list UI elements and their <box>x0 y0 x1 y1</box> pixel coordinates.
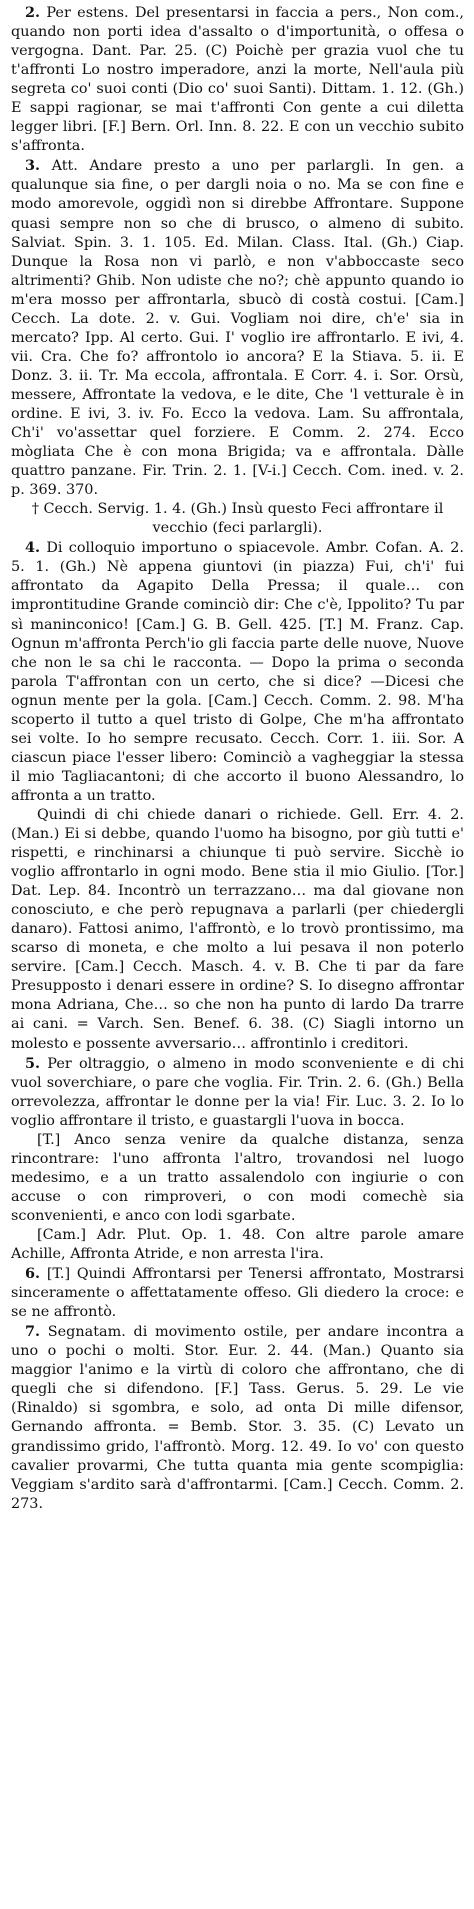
entry-number: 6. <box>25 1265 41 1283</box>
entry-3 <box>11 156 464 500</box>
entry-number: 3. <box>25 157 41 175</box>
entry-6 <box>11 1264 464 1322</box>
entry-text: [Cam.] Adr. Plut. Op. 1. 48. Con altre parole amare Achille, Affronta Atride, e non arresta l'ira. <box>11 1227 464 1263</box>
entry-text: [T.] Anco senza venire da qualche distanza, senza rincontrare: l'uno affronta l'altro, trovandosi nel luogo medesimo, e a un tratto assalendolo con ingiurie o con accuse o con rimproveri, o con modi comechè sia sconvenienti, e anco con lodi sgarbate. <box>11 1131 464 1224</box>
entry-text: Segnatam. di movimento ostile, per andare incontra a uno o pochi o molti. Stor. Eur. 2. 44. (Man.) Quanto sia maggior l'animo e la virtù di coloro che affrontano, che di quegli che si difendono. [F.] Tass. Gerus. 5. 29. Le vie (Rinaldo) si sgombra, e solo, ad onta Di mille difensor, Gernando affronta. = Bemb. Stor. 3. 35. (C) Levato un grandissimo grido, l'affrontò. Morg. 12. 49. Io vo' con questo cavalier provarmi, Che tutta quanta mia gente scompiglia: Veggiam s'ardito sarà d'affrontarmi. [Cam.] Cecch. Comm. 2. 273. <box>11 1324 465 1512</box>
entry-4-sub <box>11 806 464 1054</box>
entry-7 <box>11 1322 464 1513</box>
entry-3-note <box>11 500 464 538</box>
entry-text: Per estens. Del presentarsi in faccia a pers., Non com., quando non porti idea d'assalto o d'importunità, o offesa o vergogna. Dant. Par. 25. (C) Poichè per grazia vuol che tu t'affronti Lo nostro imperadore, anzi la morte, Nell'aula più segreta co' suoi conti (Dio co' suoi Santi). Dittam. 1. 12. (Gh.) E sappi ragionar, se mai t'affronti Con gente a cui diletta legger libri. [F.] Bern. Orl. Inn. 8. 22. E con un vecchio subito s'affronta. <box>11 5 464 155</box>
entry-5 <box>11 1054 464 1131</box>
entry-text: † Cecch. Servig. 1. 4. (Gh.) Insù questo Feci affrontare il vecchio (feci parlargli). <box>31 501 444 537</box>
entry-text: Per oltraggio, o almeno in modo sconveniente e di chi vuol soverchiare, o pare che voglia. Fir. Trin. 2. 6. (Gh.) Bella orrevolezza, affrontar le donne per la via! Fir. Luc. 3. 2. Io lo voglio affrontare il tristo, e guastargli l'uova in bocca. <box>11 1055 465 1129</box>
entry-number: 7. <box>25 1323 41 1341</box>
entry-number: 4. <box>25 539 41 557</box>
entry-number: 5. <box>25 1054 41 1072</box>
entry-5-cite <box>11 1226 464 1264</box>
entry-text: Att. Andare presto a uno per parlargli. In gen. a qualunque sia fine, o per dargli noia o no. Ma se con fine e modo amorevole, oggidì non si direbbe Affrontare. Suppone quasi sempre non so che di brusco, o almeno di subito. Salviat. Spin. 3. 1. 105. Ed. Milan. Class. Ital. (Gh.) Ciap. Dunque la Rosa non vi parlò, e non v'abboccaste seco altrimenti? Ghib. Non udiste che no?; chè appunto quando io m'era mosso per affrontarla, sbucò di costà costui. [Cam.] Cecch. La dote. 2. v. Gui. Vogliam noi dire, ch'e' sia in mercato? Ipp. Al certo. Gui. I' voglio ire affrontarlo. E ivi, 4. vii. Cra. Che fo? affrontolo io ancora? E la Stiava. 5. ii. E Donz. 3. ii. Tr. Ma eccola, affrontala. E Corr. 4. i. Sor. Orsù, messere, Affrontate la vedova, e le dite, Che 'l vetturale è in ordine. E ivi, 3. iv. Fo. Ecco la vedova. Lam. Su affrontala, Ch'i' vo'assettar quel forziere. E Comm. 2. 274. Ecco mògliata Che è con mona Brigida; va e affrontala. Dàlle quattro panzane. Fir. Trin. 2. 1. [V-i.] Cecch. Com. ined. v. 2. p. 369. 370. <box>11 158 465 499</box>
entry-text: Di colloquio importuno o spiacevole. Ambr. Cofan. A. 2. 5. 1. (Gh.) Nè appena giuntovi (in piazza) Fui, ch'i' fui affrontato da Agapito Della Pressa; il quale… con improntitudine Grande cominciò dir: Che c'è, Ippolito? Tu par sì maninconico! [Cam.] G. B. Gell. 425. [T.] M. Franz. Cap. Ognun m'affronta Perch'io gli faccia parte delle nuove, Nuove che non le sa chi le racconta. — Dopo la prima o seconda parola T'affrontan con un certo, che si dice? —Dicesi che ognun mente per la gola. [Cam.] Cecch. Comm. 2. 98. M'ha scoperto il tutto a quel tristo di Golpe, Che m'ha affrontato sei volte. Io ho sempre recusato. Cecch. Corr. 1. iii. Sor. A ciascun piace l'esser libero: Cominciò a vagheggiar la stessa il mio Tagliacantoni; di che accorto il buono Alessandro, lo affronta a un tratto. <box>11 540 464 804</box>
entry-2 <box>11 3 464 156</box>
entry-text: [T.] Quindi Affrontarsi per Tenersi affrontato, Mostrarsi sinceramente o affettatamente offeso. Gli diedero la croce: e se ne affrontò. <box>11 1266 464 1321</box>
entry-4 <box>11 538 464 806</box>
entry-number: 2. <box>25 4 41 21</box>
entry-5-note <box>11 1131 464 1226</box>
entry-text: Quindi di chi chiede danari o richiede. Gell. Err. 4. 2. (Man.) Ei si debbe, quando l'uomo ha bisogno, por giù tutti e' rispetti, e rinchinarsi a chiunque ti può servire. Sicchè io voglio affrontarlo in ogni modo. Bene stia il mio Giulio. [Tor.] Dat. Lep. 84. Incontrò un terrazzano… ma dal giovane non conosciuto, e che però repugnava a parlarli (per chiedergli danaro). Fattosi animo, l'affrontò, e lo trovò prontissimo, ma scarso di moneta, e che molto a lui pesava il non poterlo servire. [Cam.] Cecch. Masch. 4. v. B. Che ti par da fare Presupposto i denari essere in ordine? S. Io disegno affrontar mona Adriana, Che… so che non ha punto di lardo Da trarre ai cani. = Varch. Sen. Benef. 6. 38. (C) Siagli intorno un molesto e possente avversario… affrontinlo i creditori. <box>11 806 464 1052</box>
